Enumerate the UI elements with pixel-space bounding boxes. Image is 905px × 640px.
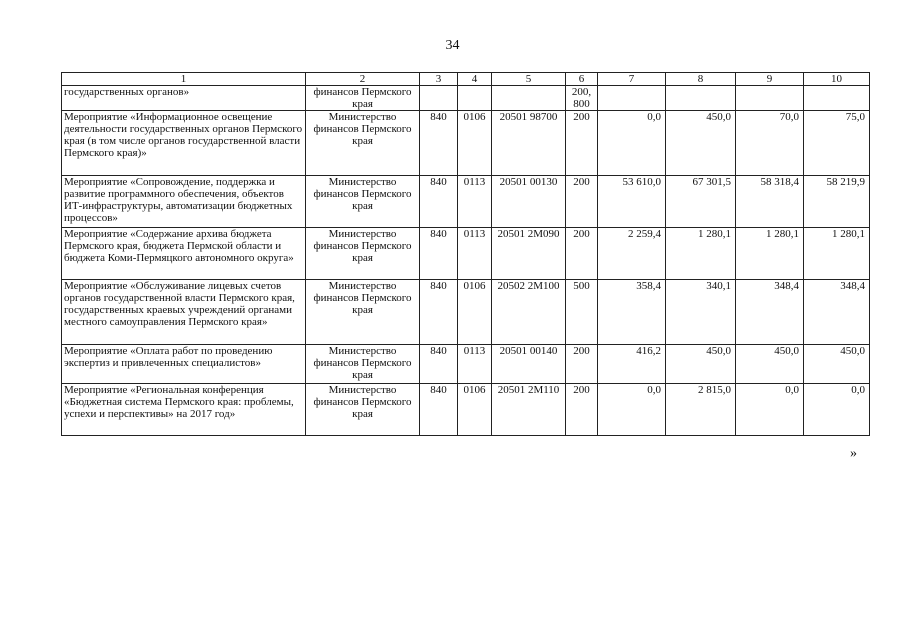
table-row — [62, 111, 870, 176]
row-vr-cell: 200 — [566, 111, 598, 176]
budget-table — [61, 72, 870, 436]
row-vr-cell: 200, 800 — [566, 86, 598, 111]
column-header: 3 — [420, 73, 458, 86]
row-grbs-cell — [420, 86, 458, 111]
row-csr-cell — [492, 86, 566, 111]
row-executor-cell: Министерство финансов Пермского края — [306, 176, 420, 228]
column-header: 5 — [492, 73, 566, 86]
row-amount-cell: 1 280,1 — [804, 228, 870, 280]
row-csr-cell: 20501 00130 — [492, 176, 566, 228]
row-amount-cell: 416,2 — [598, 345, 666, 384]
row-amount-cell: 0,0 — [736, 384, 804, 436]
row-amount-cell — [598, 86, 666, 111]
row-grbs-cell: 840 — [420, 384, 458, 436]
row-amount-cell: 450,0 — [666, 345, 736, 384]
row-name-cell: Мероприятие «Региональная конференция «Бюджетная система Пермского края: проблемы, успехи и перспективы» на 2017 год» — [62, 384, 306, 436]
table-header-row — [62, 73, 870, 86]
row-amount-cell: 0,0 — [598, 384, 666, 436]
row-name-cell: Мероприятие «Обслуживание лицевых счетов органов государственной власти Пермского края, государственных краевых учреждений органами местного самоуправления Пермского края» — [62, 280, 306, 345]
row-grbs-cell: 840 — [420, 345, 458, 384]
column-header: 4 — [458, 73, 492, 86]
row-amount-cell: 53 610,0 — [598, 176, 666, 228]
row-grbs-cell: 840 — [420, 176, 458, 228]
row-vr-cell: 200 — [566, 345, 598, 384]
row-section-cell: 0113 — [458, 228, 492, 280]
table-row — [62, 345, 870, 384]
row-amount-cell: 58 318,4 — [736, 176, 804, 228]
column-header: 8 — [666, 73, 736, 86]
row-amount-cell: 2 259,4 — [598, 228, 666, 280]
row-grbs-cell: 840 — [420, 280, 458, 345]
row-amount-cell: 1 280,1 — [666, 228, 736, 280]
row-executor-cell: Министерство финансов Пермского края — [306, 280, 420, 345]
row-amount-cell: 358,4 — [598, 280, 666, 345]
table-row — [62, 384, 870, 436]
row-section-cell: 0106 — [458, 111, 492, 176]
row-executor-cell: Министерство финансов Пермского края — [306, 384, 420, 436]
row-executor-cell: Министерство финансов Пермского края — [306, 228, 420, 280]
row-amount-cell: 340,1 — [666, 280, 736, 345]
row-amount-cell: 450,0 — [804, 345, 870, 384]
row-amount-cell: 1 280,1 — [736, 228, 804, 280]
row-amount-cell: 450,0 — [666, 111, 736, 176]
row-vr-cell: 500 — [566, 280, 598, 345]
column-header: 9 — [736, 73, 804, 86]
row-name-cell: государственных органов» — [62, 86, 306, 111]
row-section-cell: 0113 — [458, 176, 492, 228]
table-row — [62, 228, 870, 280]
row-amount-cell: 348,4 — [804, 280, 870, 345]
row-amount-cell: 348,4 — [736, 280, 804, 345]
row-amount-cell: 67 301,5 — [666, 176, 736, 228]
row-executor-cell: Министерство финансов Пермского края — [306, 345, 420, 384]
table-row — [62, 280, 870, 345]
row-amount-cell: 2 815,0 — [666, 384, 736, 436]
row-amount-cell: 70,0 — [736, 111, 804, 176]
table-row — [62, 176, 870, 228]
row-amount-cell: 58 219,9 — [804, 176, 870, 228]
row-executor-cell: финансов Пермского края — [306, 86, 420, 111]
row-csr-cell: 20501 2М090 — [492, 228, 566, 280]
continuation-mark: » — [850, 446, 857, 461]
row-amount-cell: 450,0 — [736, 345, 804, 384]
table-row — [62, 86, 870, 111]
column-header: 2 — [306, 73, 420, 86]
row-csr-cell: 20501 00140 — [492, 345, 566, 384]
row-amount-cell: 75,0 — [804, 111, 870, 176]
row-vr-cell: 200 — [566, 228, 598, 280]
row-amount-cell — [804, 86, 870, 111]
row-amount-cell: 0,0 — [598, 111, 666, 176]
column-header: 1 — [62, 73, 306, 86]
row-grbs-cell: 840 — [420, 228, 458, 280]
column-header: 10 — [804, 73, 870, 86]
row-csr-cell: 20501 98700 — [492, 111, 566, 176]
row-csr-cell: 20502 2М100 — [492, 280, 566, 345]
row-vr-cell: 200 — [566, 176, 598, 228]
row-executor-cell: Министерство финансов Пермского края — [306, 111, 420, 176]
row-grbs-cell: 840 — [420, 111, 458, 176]
column-header: 6 — [566, 73, 598, 86]
row-section-cell: 0113 — [458, 345, 492, 384]
row-vr-cell: 200 — [566, 384, 598, 436]
row-amount-cell: 0,0 — [804, 384, 870, 436]
row-section-cell: 0106 — [458, 384, 492, 436]
row-amount-cell — [736, 86, 804, 111]
column-header: 7 — [598, 73, 666, 86]
row-section-cell — [458, 86, 492, 111]
row-name-cell: Мероприятие «Сопровождение, поддержка и развитие программного обеспечения, объектов ИТ-инфраструктуры, автоматизации бюджетных процессов» — [62, 176, 306, 228]
row-csr-cell: 20501 2М110 — [492, 384, 566, 436]
row-section-cell: 0106 — [458, 280, 492, 345]
row-name-cell: Мероприятие «Информационное освещение деятельности государственных органов Пермского края (в том числе органов государственной власти Пермского края)» — [62, 111, 306, 176]
row-name-cell: Мероприятие «Содержание архива бюджета Пермского края, бюджета Пермской области и бюджета Коми-Пермяцкого автономного округа» — [62, 228, 306, 280]
row-amount-cell — [666, 86, 736, 111]
page-number: 34 — [445, 38, 460, 53]
row-name-cell: Мероприятие «Оплата работ по проведению экспертиз и привлеченных специалистов» — [62, 345, 306, 384]
